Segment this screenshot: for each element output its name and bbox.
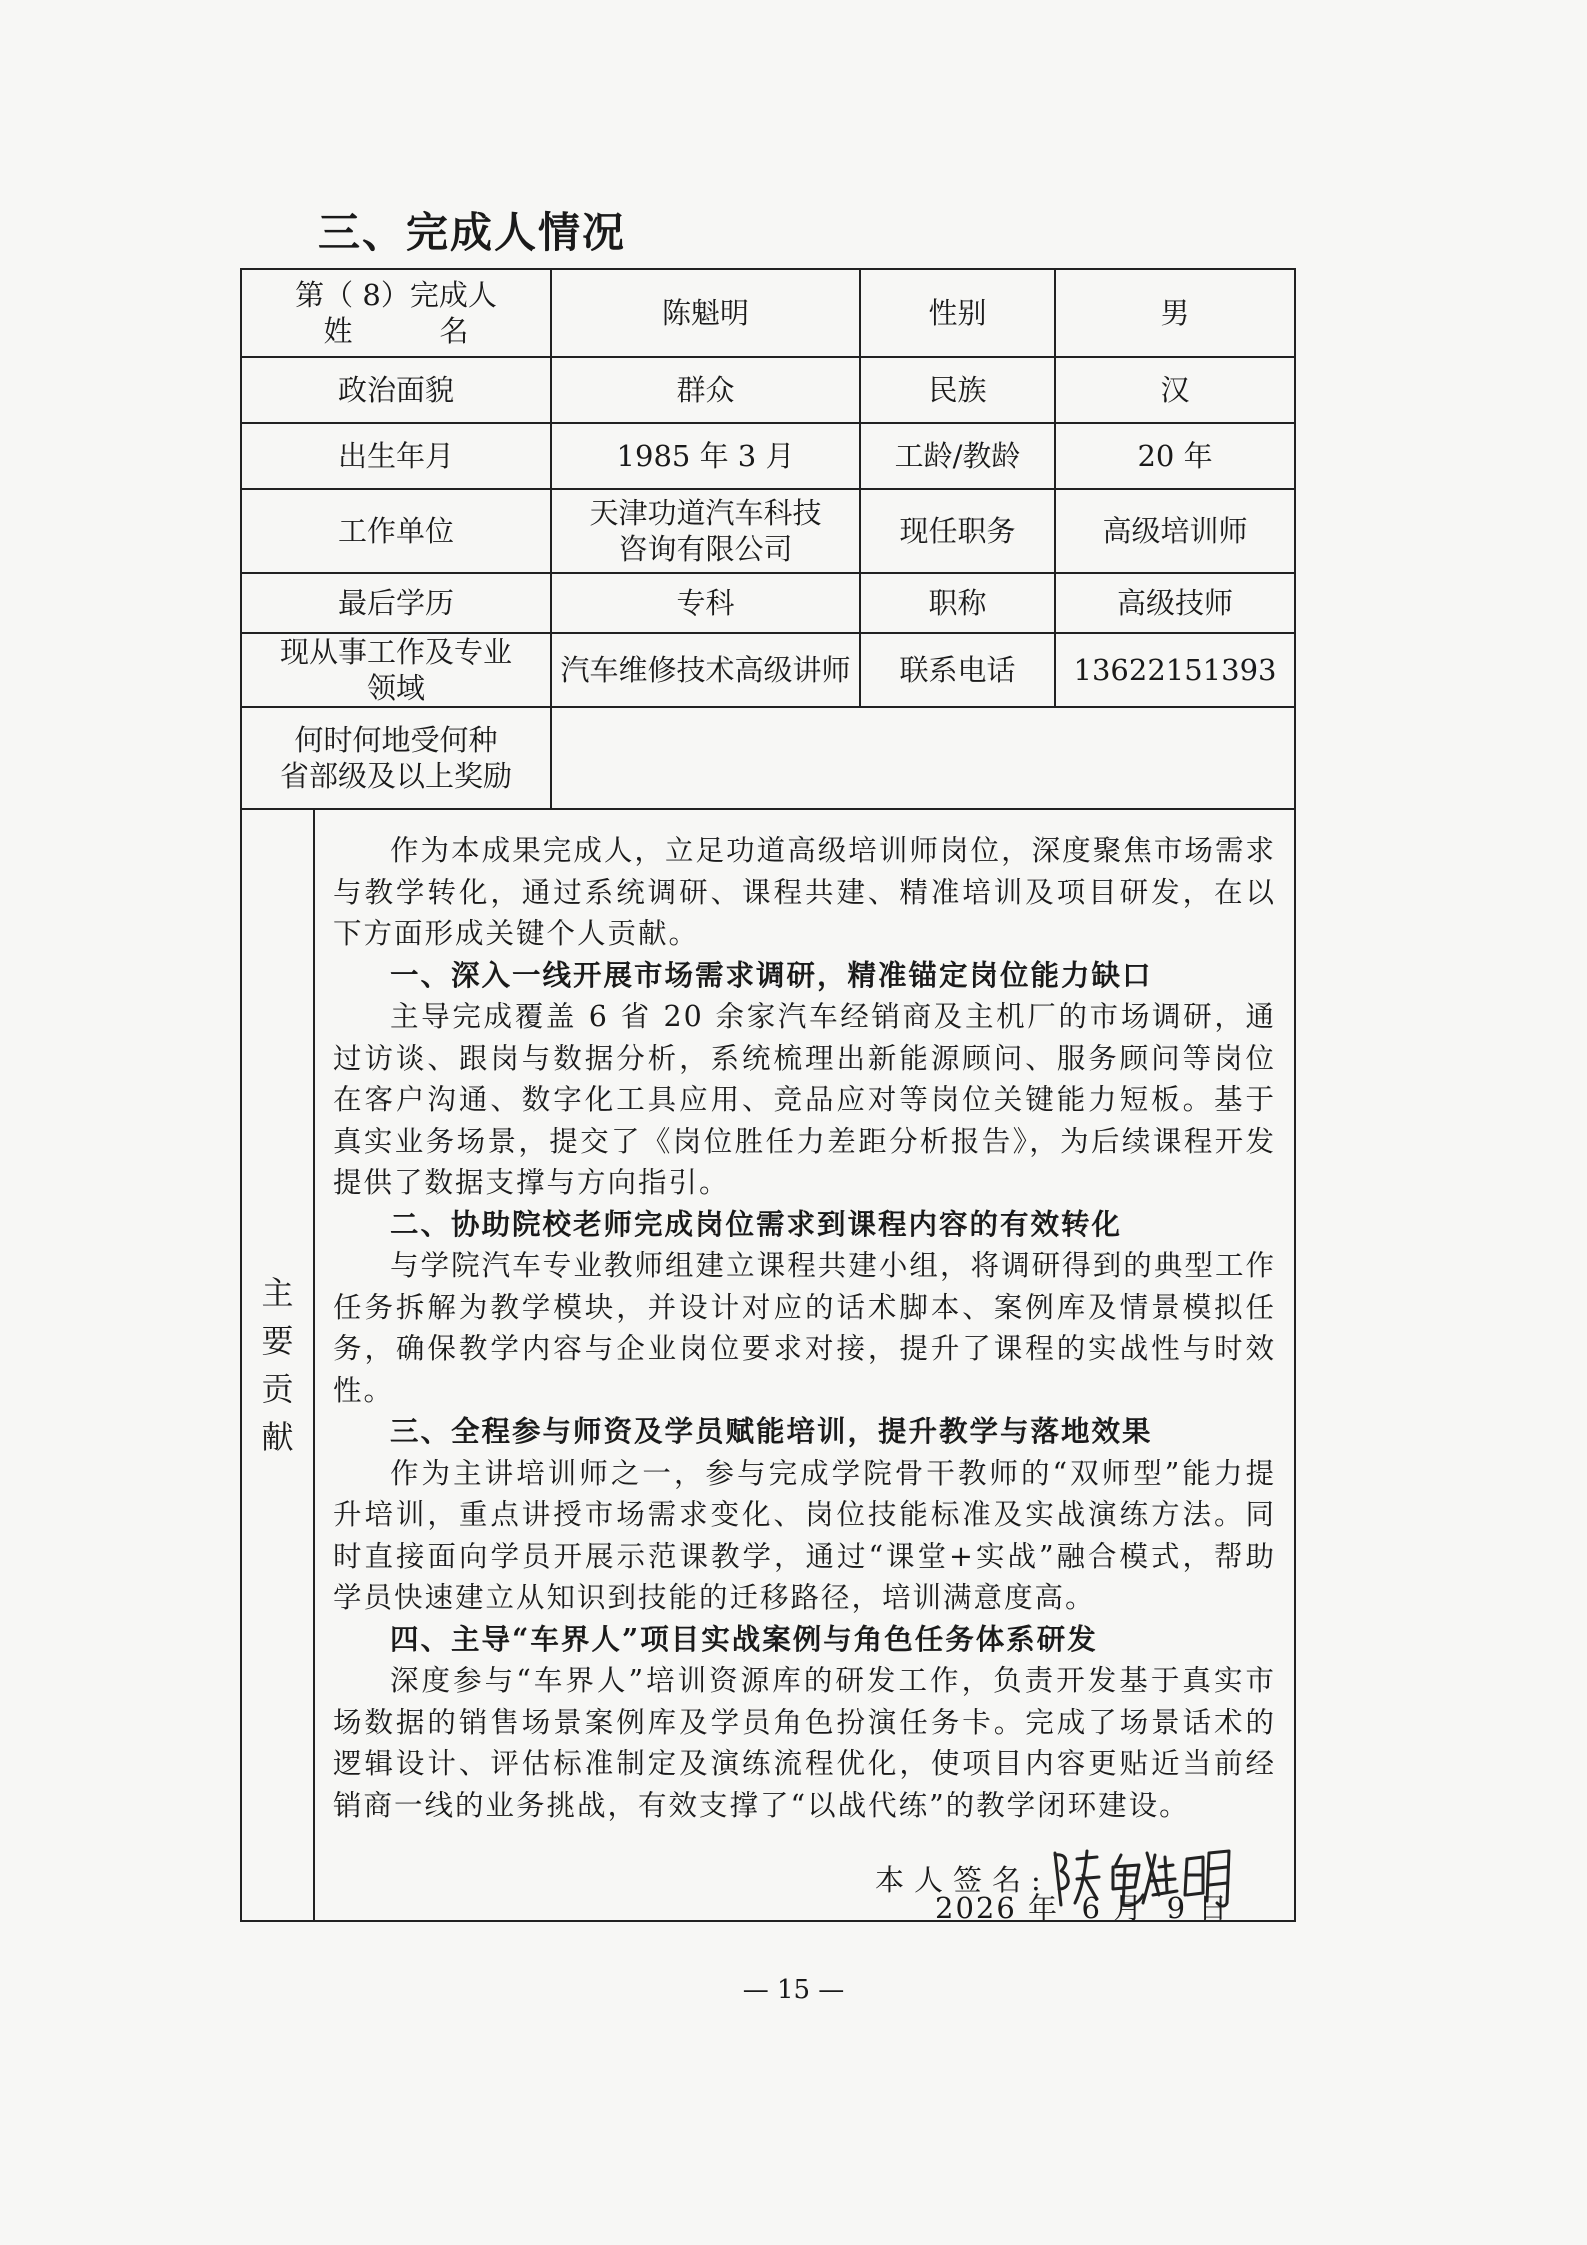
title-label: 职称 (860, 573, 1055, 633)
awards-label: 何时何地受何种 省部级及以上奖励 (241, 707, 551, 809)
gender-label: 性别 (860, 269, 1055, 357)
contribution-heading: 二、协助院校老师完成岗位需求到课程内容的有效转化 (390, 1206, 1123, 1241)
table-row (241, 269, 1295, 357)
phone-value: 13622151393 (1055, 633, 1295, 707)
contribution-paragraph: 深度参与“车界人”培训资源库的研发工作，负责开发基于真实市场数据的销售场景案例库及学员角色扮演任务卡。完成了场景话术的逻辑设计、评估标准制定及演练流程优化，使项目内容更贴近当前经销商一线的业务挑战，有效支撑了“以战代练”的教学闭环建设。 (333, 1664, 1277, 1822)
employer-value: 天津功道汽车科技 咨询有限公司 (551, 489, 860, 573)
contribution-paragraph: 主导完成覆盖 6 省 20 余家汽车经销商及主机厂的市场调研，通过访谈、跟岗与数据分析，系统梳理出新能源顾问、服务顾问等岗位在客户沟通、数字化工具应用、竞品应对等岗位关键能力短板。基于真实业务场景，提交了《岗位胜任力差距分析报告》，为后续课程开发提供了数据支撑与方向指引。 (333, 1000, 1277, 1199)
completer-info-table (240, 268, 1296, 1925)
education-value: 专科 (551, 573, 860, 633)
phone-label: 联系电话 (860, 633, 1055, 707)
position-label: 现任职务 (860, 489, 1055, 573)
completer-name-value: 陈魁明 (551, 269, 860, 357)
table-row (241, 423, 1295, 489)
table-row (241, 489, 1295, 573)
birth-date-label: 出生年月 (241, 423, 551, 489)
title-value: 高级技师 (1055, 573, 1295, 633)
contribution-heading: 四、主导“车界人”项目实战案例与角色任务体系研发 (390, 1621, 1098, 1656)
field-value: 汽车维修技术高级讲师 (551, 633, 860, 707)
ethnicity-value: 汉 (1055, 357, 1295, 423)
work-years-value: 20 年 (1055, 423, 1295, 489)
gender-value: 男 (1055, 269, 1295, 357)
contribution-paragraph: 作为主讲培训师之一，参与完成学院骨干教师的“双师型”能力提升培训，重点讲授市场需求变化、岗位技能标准及实战演练方法。同时直接面向学员开展示范课教学，通过“课堂+实战”融合模式，帮助学员快速建立从知识到技能的迁移路径，培训满意度高。 (333, 1456, 1277, 1614)
contribution-paragraph: 作为本成果完成人，立足功道高级培训师岗位，深度聚焦市场需求与教学转化，通过系统调研、课程共建、精准培训及项目研发，在以下方面形成关键个人贡献。 (333, 834, 1277, 950)
page-number: — 15 — (742, 1975, 845, 2005)
birth-date-value: 1985 年 3 月 (551, 423, 860, 489)
table-row (241, 357, 1295, 423)
work-years-label: 工龄/教龄 (860, 423, 1055, 489)
signature-label: 本人签名: (875, 1863, 1051, 1897)
political-status-label: 政治面貌 (241, 357, 551, 423)
awards-value (551, 707, 1295, 809)
contribution-heading: 一、深入一线开展市场需求调研，精准锚定岗位能力缺口 (390, 957, 1153, 992)
main-contribution-label: 主 要 贡 献 (241, 809, 314, 1921)
field-label: 现从事工作及专业 领域 (241, 633, 551, 707)
signature-date: 2026 年 6 月 9 日 (935, 1891, 1230, 1925)
contribution-paragraph: 与学院汽车专业教师组建立课程共建小组，将调研得到的典型工作任务拆解为教学模块，并设计对应的话术脚本、案例库及情景模拟任务，确保教学内容与企业岗位要求对接，提升了课程的实战性与时效性。 (333, 1249, 1277, 1407)
contribution-text (315, 810, 1294, 1826)
table-row (241, 809, 1295, 1921)
education-label: 最后学历 (241, 573, 551, 633)
contribution-heading: 三、全程参与师资及学员赋能培训，提升教学与落地效果 (390, 1414, 1153, 1448)
table-row (241, 633, 1295, 707)
completer-name-label: 第（ 8）完成人 姓 名 (241, 269, 551, 357)
section-title: 三、完成人情况 (318, 208, 627, 257)
ethnicity-label: 民族 (860, 357, 1055, 423)
table-row (241, 573, 1295, 633)
main-contribution-content (314, 809, 1295, 1925)
table-row (241, 707, 1295, 809)
political-status-value: 群众 (551, 357, 860, 423)
employer-label: 工作单位 (241, 489, 551, 573)
position-value: 高级培训师 (1055, 489, 1295, 573)
